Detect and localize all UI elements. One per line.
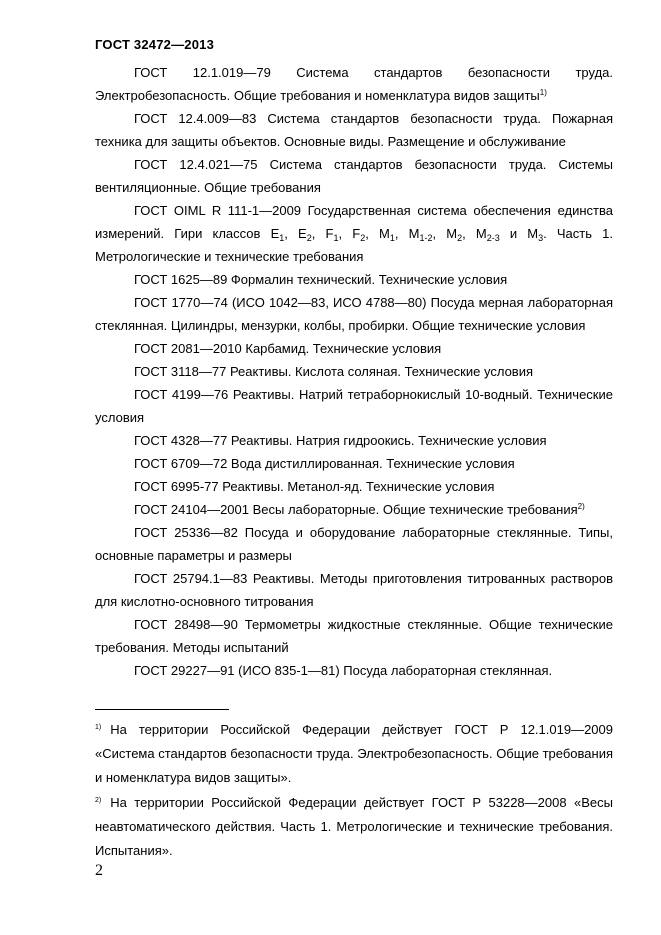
reference-item: ГОСТ 3118—77 Реактивы. Кислота соляная. Технические условия: [134, 364, 534, 379]
reference-item: ГОСТ 1770—74 (ИСО 1042—83, ИСО 4788—80) Посуда мерная лабораторная стеклянная. Цилиндры, мензурки, колбы, пробирки. Общие технические условия: [95, 295, 613, 333]
reference-item: ГОСТ 29227—91 (ИСО 835-1—81) Посуда лабораторная стеклянная.: [134, 663, 553, 678]
reference-item: ГОСТ 12.4.009—83 Система стандартов безопасности труда. Пожарная техника для защиты объектов. Основные виды. Размещение и обслуживание: [95, 111, 613, 149]
footnote-ref: 2): [577, 502, 585, 511]
footnote-text: На территории Российской Федерации действует ГОСТ Р 53228—2008 «Весы неавтоматического действия. Часть 1. Метрологические и технические требования. Испытания».: [95, 795, 613, 858]
footnote-mark: 1): [95, 724, 102, 731]
reference-item: ГОСТ 1625—89 Формалин технический. Технические условия: [134, 272, 508, 287]
reference-item: ГОСТ 6995-77 Реактивы. Метанол-яд. Технические условия: [134, 479, 495, 494]
footnote: [95, 718, 613, 790]
reference-item: ГОСТ 25794.1—83 Реактивы. Методы приготовления титрованных растворов для кислотно-основного титрования: [95, 571, 613, 609]
footnote-mark: 2): [95, 797, 102, 804]
page-number: 2: [95, 862, 103, 879]
normative-references: [95, 61, 613, 682]
reference-item: ГОСТ 12.1.019—79 Система стандартов безопасности труда. Электробезопасность. Общие требования и номенклатура видов защиты$^{1)}$: [95, 65, 613, 103]
footnote: [95, 791, 613, 863]
reference-item: ГОСТ OIML R 111-1—2009 Государственная система обеспечения единства измерений. Гири классов $E_1$, $E_2$, $F_1$, $F_2$, $M_1$, $M_{1-2}$, $M_2$, $M_{2-3}$ и $M_3$. Часть 1. Метрологические и технические требования: [95, 203, 613, 264]
reference-item: ГОСТ 25336—82 Посуда и оборудование лабораторные стеклянные. Типы, основные параметры и размеры: [95, 525, 613, 563]
footnote-separator: [95, 709, 229, 710]
reference-item: ГОСТ 4328—77 Реактивы. Натрия гидроокись. Технические условия: [134, 433, 547, 448]
reference-item: ГОСТ 6709—72 Вода дистиллированная. Технические условия: [134, 456, 515, 471]
reference-item: ГОСТ 28498—90 Термометры жидкостные стеклянные. Общие технические требования. Методы испытаний: [95, 617, 613, 655]
footnote-ref: 1): [539, 88, 547, 97]
reference-item: ГОСТ 24104—2001 Весы лабораторные. Общие технические требования$^{2)}$: [134, 502, 585, 517]
footnotes: [95, 718, 613, 864]
document-header: ГОСТ 32472—2013: [95, 37, 214, 52]
reference-item: ГОСТ 4199—76 Реактивы. Натрий тетраборнокислый 10-водный. Технические условия: [95, 387, 613, 425]
footnote-text: На территории Российской Федерации действует ГОСТ Р 12.1.019—2009 «Система стандартов безопасности труда. Электробезопасность. Общие требования и номенклатура видов защиты».: [95, 722, 613, 785]
reference-item: ГОСТ 12.4.021—75 Система стандартов безопасности труда. Системы вентиляционные. Общие требования: [95, 157, 613, 195]
reference-item: ГОСТ 2081—2010 Карбамид. Технические условия: [134, 341, 442, 356]
